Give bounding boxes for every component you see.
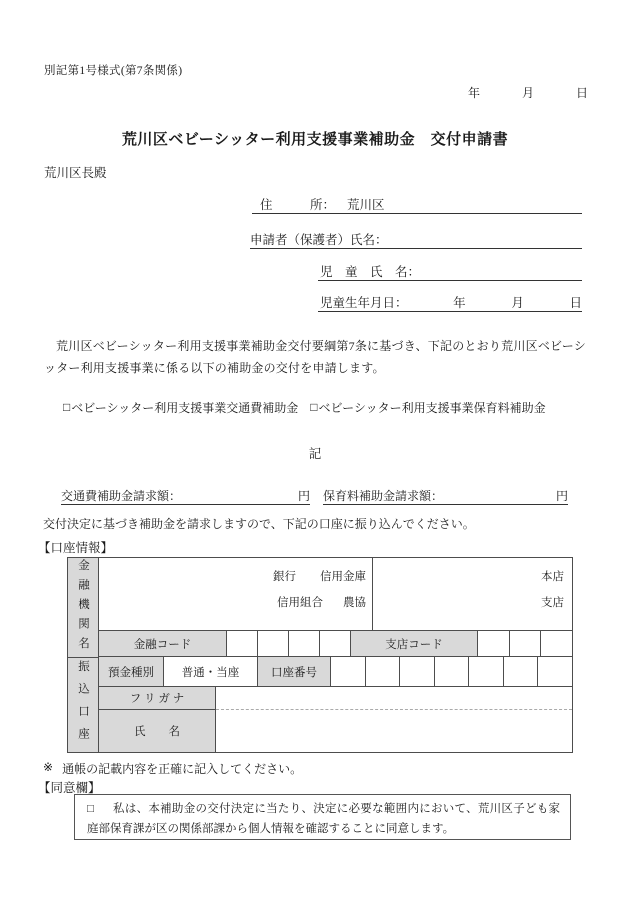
- branch-option-head-office[interactable]: 本店: [541, 571, 564, 583]
- address-value: 荒川区: [347, 198, 385, 212]
- account-number-digit-cell[interactable]: [366, 657, 401, 686]
- address-field-row: [252, 195, 582, 214]
- passbook-note-row: [43, 760, 302, 777]
- account-number-digit-cell[interactable]: [538, 657, 572, 686]
- holder-name-input-cell[interactable]: [216, 710, 572, 752]
- consent-section-label: 【同意欄】: [38, 781, 101, 795]
- holder-name-label: 氏 名: [99, 710, 216, 752]
- application-statement: 荒川区ベビーシッター利用支援事業補助金交付要綱第7条に基づき、下記のとおり荒川区ベビーシッター利用支援事業に係る以下の補助金の交付を申請します。: [44, 339, 586, 375]
- bank-type-option-agri[interactable]: 農協: [343, 597, 366, 609]
- transport-claim-input-area[interactable]: [181, 490, 298, 504]
- transfer-account-vertical-label: 振込口座: [77, 660, 89, 750]
- branch-code-label: 支店コード: [351, 631, 478, 656]
- account-section-label: 【口座情報】: [38, 541, 114, 555]
- child-name-label: 児 童 氏 名：: [320, 265, 421, 279]
- date-day-label: 日: [575, 86, 588, 100]
- transport-claim-segment: [61, 487, 310, 505]
- institution-vertical-label: 金融機関名: [77, 558, 89, 657]
- date-month-label: 月: [521, 86, 534, 100]
- deposit-type-label: 預金種別: [99, 657, 164, 686]
- birth-year-label: 年: [453, 296, 466, 310]
- bank-account-table: [67, 557, 573, 753]
- branch-name-cell[interactable]: [373, 558, 572, 630]
- holder-name-row: [99, 710, 572, 752]
- account-number-digit-cell[interactable]: [331, 657, 366, 686]
- subsidy-option-transport: [63, 399, 298, 416]
- bank-code-label: 金融コード: [99, 631, 227, 656]
- ki-heading: 記: [308, 447, 322, 461]
- bank-type-option-bank[interactable]: 銀行: [273, 571, 296, 583]
- childcare-claim-input-area[interactable]: [443, 490, 556, 504]
- codes-row: [99, 631, 572, 657]
- date-field[interactable]: [468, 84, 588, 101]
- childcare-checkbox-icon[interactable]: □: [310, 400, 318, 414]
- deposit-type-options[interactable]: 普通・当座: [164, 657, 258, 686]
- applicant-name-input-area[interactable]: [388, 234, 582, 248]
- furigana-input-cell[interactable]: [216, 687, 572, 710]
- account-number-digit-cell[interactable]: [469, 657, 504, 686]
- transport-option-label: ベビーシッター利用支援事業交通費補助金: [71, 401, 299, 415]
- child-name-field-row: [318, 262, 582, 281]
- address-input-area[interactable]: [385, 199, 582, 213]
- address-label: 住 所：: [260, 198, 336, 212]
- childcare-claim-yen-label: 円: [555, 489, 568, 503]
- child-birthdate-label: 児童生年月日：: [320, 296, 408, 310]
- transfer-account-vertical-label-cell: [68, 658, 98, 752]
- furigana-label: フ リ ガ ナ: [99, 687, 216, 710]
- branch-option-branch[interactable]: 支店: [541, 597, 564, 609]
- account-number-digit-cell[interactable]: [400, 657, 435, 686]
- bank-code-digit-cell[interactable]: [320, 631, 351, 656]
- bank-code-digit-cell[interactable]: [227, 631, 258, 656]
- birth-day-label: 日: [569, 296, 582, 310]
- table-body: [99, 558, 572, 752]
- bank-code-digit-cell[interactable]: [289, 631, 320, 656]
- form-number: 別記第1号様式(第7条関係): [44, 65, 183, 77]
- addressee: 荒川区長殿: [44, 166, 107, 180]
- branch-code-digit-cell[interactable]: [478, 631, 510, 656]
- child-name-input-area[interactable]: [420, 266, 582, 280]
- child-birthdate-field-row[interactable]: [318, 293, 582, 312]
- subsidy-options: [63, 399, 546, 416]
- note-mark: ※: [43, 760, 54, 774]
- applicant-name-label: 申請者（保護者）氏名：: [250, 233, 388, 247]
- transport-checkbox-icon[interactable]: □: [63, 400, 71, 414]
- account-number-digit-cell[interactable]: [504, 657, 539, 686]
- institution-name-cell[interactable]: [99, 558, 373, 630]
- bank-type-option-union[interactable]: 信用組合: [277, 597, 323, 609]
- birth-month-label: 月: [511, 296, 524, 310]
- childcare-claim-label: 保育料補助金請求額：: [323, 489, 444, 503]
- page-title: 荒川区ベビーシッター利用支援事業補助金 交付申請書: [121, 132, 509, 148]
- branch-code-digit-cell[interactable]: [541, 631, 572, 656]
- institution-name-row: [99, 558, 572, 631]
- furigana-row: [99, 687, 572, 710]
- childcare-claim-segment: [323, 487, 568, 505]
- account-number-row: [99, 657, 572, 687]
- branch-code-digit-cell[interactable]: [510, 631, 542, 656]
- applicant-name-field-row: [250, 230, 582, 249]
- date-year-label: 年: [467, 86, 480, 100]
- transport-claim-label: 交通費補助金請求額：: [61, 489, 182, 503]
- claim-amounts-row: [61, 487, 568, 505]
- transport-claim-yen-label: 円: [297, 489, 310, 503]
- consent-text: 私は、本補助金の交付決定に当たり、決定に必要な範囲内において、荒川区子ども家庭部保育課が区の関係部課から個人情報を確認することに同意します。: [87, 803, 561, 835]
- transfer-note: 交付決定に基づき補助金を請求しますので、下記の口座に振り込んでください。: [43, 517, 475, 531]
- bank-code-digit-cell[interactable]: [258, 631, 289, 656]
- subsidy-option-childcare: [310, 399, 545, 416]
- account-number-digit-cell[interactable]: [435, 657, 470, 686]
- passbook-note-text: 通帳の記載内容を正確に記入してください。: [62, 762, 303, 776]
- consent-checkbox-icon[interactable]: □: [87, 803, 94, 815]
- bank-type-option-shinkin[interactable]: 信用金庫: [320, 571, 366, 583]
- institution-vertical-label-cell: [68, 558, 98, 658]
- childcare-option-label: ベビーシッター利用支援事業保育料補助金: [318, 401, 546, 415]
- consent-box: [74, 794, 571, 840]
- table-vertical-labels-column: [68, 558, 99, 752]
- account-number-label: 口座番号: [258, 657, 331, 686]
